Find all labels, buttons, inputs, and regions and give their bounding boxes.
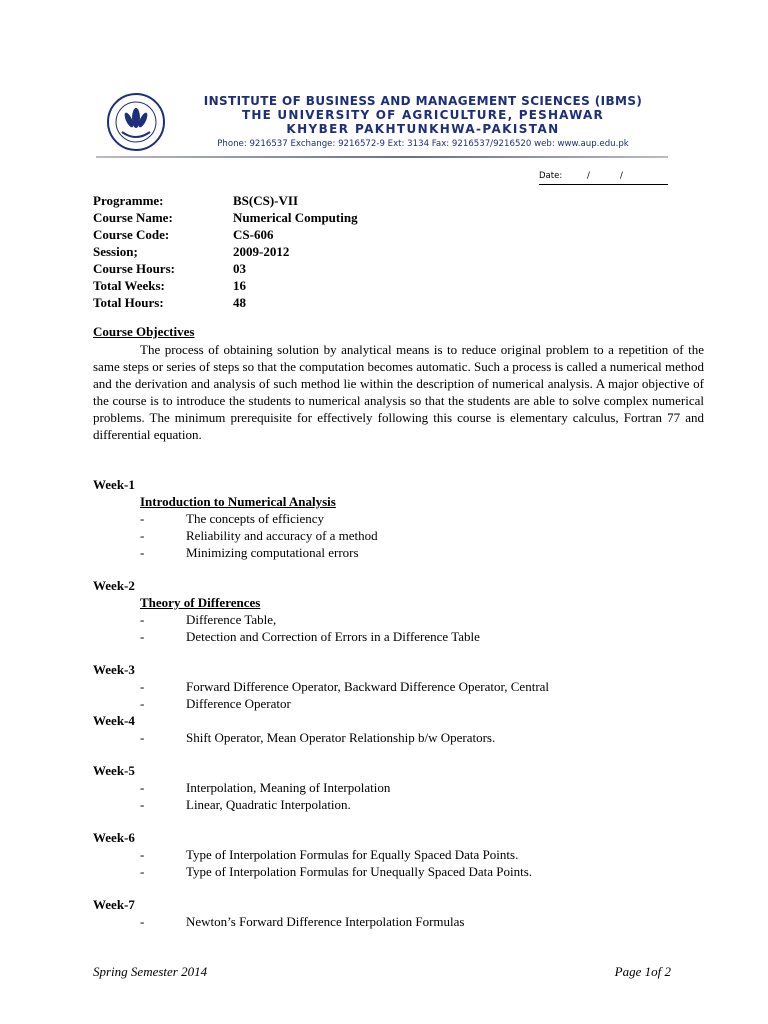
course-name-value: Numerical Computing xyxy=(233,210,358,225)
course-info-row xyxy=(93,209,493,226)
list-item xyxy=(93,611,704,628)
course-name-label: Course Name: xyxy=(93,210,173,225)
list-item xyxy=(93,846,704,863)
objectives-heading: Course Objectives xyxy=(93,324,195,339)
institute-name: INSTITUTE OF BUSINESS AND MANAGEMENT SCIENCES (IBMS) xyxy=(203,94,643,108)
week-title: Week-6 xyxy=(93,830,135,845)
week-title: Week-2 xyxy=(93,578,135,593)
week-section xyxy=(93,661,704,712)
total-hours-label: Total Hours: xyxy=(93,295,164,310)
list-marker: - xyxy=(140,847,145,862)
list-item-text: Detection and Correction of Errors in a Difference Table xyxy=(186,629,480,644)
week-title: Week-4 xyxy=(93,713,135,728)
weekly-outline xyxy=(93,476,704,930)
week-topic-heading: Introduction to Numerical Analysis xyxy=(140,494,336,509)
date-separator: / xyxy=(587,171,590,181)
list-item-text: Forward Difference Operator, Backward Difference Operator, Central xyxy=(186,679,550,694)
week-section xyxy=(93,712,704,746)
university-logo-icon xyxy=(100,92,172,152)
course-info-row xyxy=(93,277,493,294)
list-item-text: Interpolation, Meaning of Interpolation xyxy=(186,780,391,795)
week-section xyxy=(93,577,704,645)
week-section xyxy=(93,829,704,880)
list-marker: - xyxy=(140,679,145,694)
list-item xyxy=(93,913,704,930)
programme-value: BS(CS)-VII xyxy=(233,193,299,208)
course-code-value: CS-606 xyxy=(233,227,274,242)
list-item xyxy=(93,628,704,645)
course-info-row xyxy=(93,243,493,260)
week-topic-heading: Theory of Differences xyxy=(140,595,261,610)
letterhead xyxy=(100,92,670,152)
session-value: 2009-2012 xyxy=(233,244,290,259)
list-item xyxy=(93,796,704,813)
list-marker: - xyxy=(140,528,145,543)
footer-page-number: Page 1of 2 xyxy=(614,964,671,979)
list-marker: - xyxy=(140,629,145,644)
total-hours-value: 48 xyxy=(233,295,246,310)
course-info-row xyxy=(93,260,493,277)
week-section xyxy=(93,476,704,561)
list-item-text: Shift Operator, Mean Operator Relationship b/w Operators. xyxy=(186,730,496,745)
course-info-row xyxy=(93,192,493,209)
week-title: Week-7 xyxy=(93,897,135,912)
course-info-row xyxy=(93,226,493,243)
list-item-text: Type of Interpolation Formulas for Equally Spaced Data Points. xyxy=(186,847,519,862)
list-item xyxy=(93,779,704,796)
date-separator: / xyxy=(620,171,623,181)
list-item xyxy=(93,695,704,712)
list-marker: - xyxy=(140,864,145,879)
objectives-paragraph: The process of obtaining solution by analytical means is to reduce original problem to a repetition of the same steps or series of steps so that the computation becomes automatic. Such a process is called a numerical method and the derivation and analysis of such method lie within the description of numerical analysis. A major objective of the course is to introduce the students to numerical analysis so that the students are able to solve complex numerical problems. The minimum prerequisite for effectively following this course is elementary calculus, Fortran 77 and differential equation. xyxy=(93,342,704,442)
programme-label: Programme: xyxy=(93,193,164,208)
week-title: Week-1 xyxy=(93,477,135,492)
course-code-label: Course Code: xyxy=(93,227,170,242)
list-item-text: Linear, Quadratic Interpolation. xyxy=(186,797,351,812)
list-item-text: Difference Operator xyxy=(186,696,291,711)
week-section xyxy=(93,896,704,930)
university-name: THE UNIVERSITY OF AGRICULTURE, PESHAWAR xyxy=(242,108,604,122)
course-hours-label: Course Hours: xyxy=(93,261,175,276)
list-item-text: Reliability and accuracy of a method xyxy=(186,528,378,543)
course-hours-value: 03 xyxy=(233,261,246,276)
list-marker: - xyxy=(140,730,145,745)
list-marker: - xyxy=(140,612,145,627)
list-item-text: Newton’s Forward Difference Interpolation Formulas xyxy=(186,914,465,929)
list-marker: - xyxy=(140,780,145,795)
course-info xyxy=(93,192,493,311)
contact-info: Phone: 9216537 Exchange: 9216572-9 Ext: 3134 Fax: 9216537/9216520 web: www.aup.edu.pk xyxy=(217,139,629,149)
course-info-row xyxy=(93,294,493,311)
list-item xyxy=(93,544,704,561)
list-marker: - xyxy=(140,797,145,812)
list-item xyxy=(93,863,704,880)
list-marker: - xyxy=(140,914,145,929)
footer-semester: Spring Semester 2014 xyxy=(93,964,208,979)
date-label: Date: xyxy=(539,171,563,181)
total-weeks-value: 16 xyxy=(233,278,246,293)
list-item-text: Type of Interpolation Formulas for Unequally Spaced Data Points. xyxy=(186,864,533,879)
list-item-text: The concepts of efficiency xyxy=(186,511,324,526)
week-title: Week-5 xyxy=(93,763,135,778)
list-item-text: Minimizing computational errors xyxy=(186,545,359,560)
total-weeks-label: Total Weeks: xyxy=(93,278,165,293)
session-label: Session; xyxy=(93,244,138,259)
list-marker: - xyxy=(140,696,145,711)
date-field xyxy=(539,171,668,185)
header-divider xyxy=(96,156,668,158)
list-item xyxy=(93,527,704,544)
list-item xyxy=(93,678,704,695)
province-name: KHYBER PAKHTUNKHWA-PAKISTAN xyxy=(286,122,560,136)
list-marker: - xyxy=(140,511,145,526)
list-item xyxy=(93,510,704,527)
week-title: Week-3 xyxy=(93,662,135,677)
list-item xyxy=(93,729,704,746)
list-marker: - xyxy=(140,545,145,560)
list-item-text: Difference Table, xyxy=(186,612,277,627)
week-section xyxy=(93,762,704,813)
